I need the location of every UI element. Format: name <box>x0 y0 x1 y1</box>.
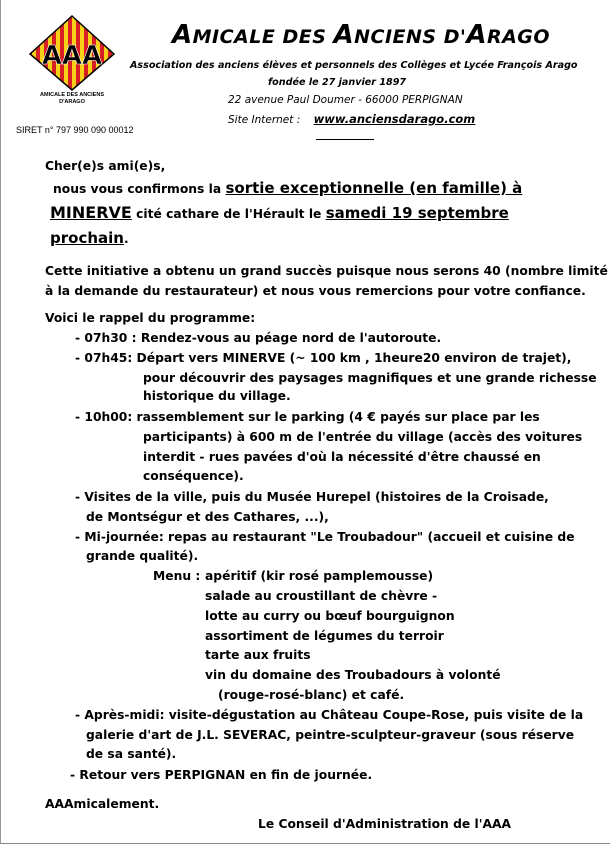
menu-item: apéritif (kir rosé pamplemousse) <box>205 569 434 583</box>
menu-item: tarte aux fruits <box>205 648 311 662</box>
website-label: Site Internet : <box>228 114 301 126</box>
siret-number: SIRET n° 797 990 090 00012 <box>16 125 134 135</box>
association-title: AMICALE DES ANCIENS D'ARAGO <box>172 20 551 50</box>
logo-caption <box>22 92 122 106</box>
header-divider <box>316 139 374 140</box>
page-left-edge <box>0 0 1 844</box>
program-item-1000-line-2: participants) à 600 m de l'entrée du village (accès des voitures <box>143 430 583 444</box>
success-line-1: Cette initiative a obtenu un grand succès puisque nous serons 40 (nombre limité <box>45 264 608 278</box>
association-description: Association des anciens élèves et personnels des Collèges et Lycée François Arago <box>130 60 578 71</box>
program-item-1000-line-1: - 10h00: rassemblement sur le parking (4 € payés sur place par les <box>75 410 540 424</box>
website-link[interactable]: www.anciensdarago.com <box>313 112 476 126</box>
menu-item: assortiment de légumes du terroir <box>205 629 444 643</box>
website-row <box>228 112 475 126</box>
aaa-logo <box>28 14 116 92</box>
founding-date: fondée le 27 janvier 1897 <box>268 77 407 88</box>
closing: AAAmicalement. <box>45 797 160 811</box>
program-item-lunch-line-2: grande qualité). <box>86 549 199 563</box>
menu-item: (rouge-rosé-blanc) et café. <box>218 688 405 702</box>
logo-caption-line-2: D'ARAGO <box>59 99 85 105</box>
program-item-0745-line-1: - 07h45: Départ vers MINERVE (~ 100 km , 1heure20 environ de trajet), <box>75 351 572 365</box>
program-intro: Voici le rappel du programme: <box>45 311 256 325</box>
intro-line-1: nous vous confirmons la sortie exceptionnelle (en famille) à <box>53 179 523 197</box>
menu-item: salade au croustillant de chèvre - <box>205 589 438 603</box>
menu-label: Menu : <box>153 569 201 583</box>
signature: Le Conseil d'Administration de l'AAA <box>258 817 512 831</box>
success-line-2: à la demande du restaurateur) et nous vous remercions pour votre confiance. <box>45 284 586 298</box>
menu-item: lotte au curry ou bœuf bourguignon <box>205 609 455 623</box>
program-item-1000-line-4: conséquence). <box>143 469 244 483</box>
greeting: Cher(e)s ami(e)s, <box>45 159 166 173</box>
program-item-lunch-line-1: - Mi-journée: repas au restaurant "Le Troubadour" (accueil et cuisine de <box>75 530 575 544</box>
program-item-visits-line-2: de Montségur et des Cathares, ...), <box>86 510 329 524</box>
svg-text:AAA: AAA <box>41 41 103 71</box>
program-item-0745-line-2: pour découvrir des paysages magnifiques et une grande richesse <box>143 371 597 385</box>
intro-line-2: MINERVE cité cathare de l'Hérault le samedi 19 septembre <box>50 203 509 222</box>
logo-caption-line-1: AMICALE DES ANCIENS <box>40 92 104 98</box>
address: 22 avenue Paul Doumer - 66000 PERPIGNAN <box>228 94 463 106</box>
menu-item: vin du domaine des Troubadours à volonté <box>205 668 501 682</box>
intro-line-3: prochain. <box>50 229 129 247</box>
program-item-0730: - 07h30 : Rendez-vous au péage nord de l'autoroute. <box>75 331 442 345</box>
program-item-afternoon-line-3: de sa santé). <box>86 747 177 761</box>
program-item-afternoon-line-2: galerie d'art de J.L. SEVERAC, peintre-sculpteur-graveur (sous réserve <box>86 728 575 742</box>
program-item-visits-line-1: - Visites de la ville, puis du Musée Hurepel (histoires de la Croisade, <box>75 490 549 504</box>
program-item-0745-line-3: historique du village. <box>143 389 291 403</box>
program-item-return: - Retour vers PERPIGNAN en fin de journée. <box>70 768 373 782</box>
program-item-1000-line-3: interdit - rues pavées d'où la nécessité d'être chaussé en <box>143 450 541 464</box>
program-item-afternoon-line-1: - Après-midi: visite-dégustation au Château Coupe-Rose, puis visite de la <box>75 708 584 722</box>
